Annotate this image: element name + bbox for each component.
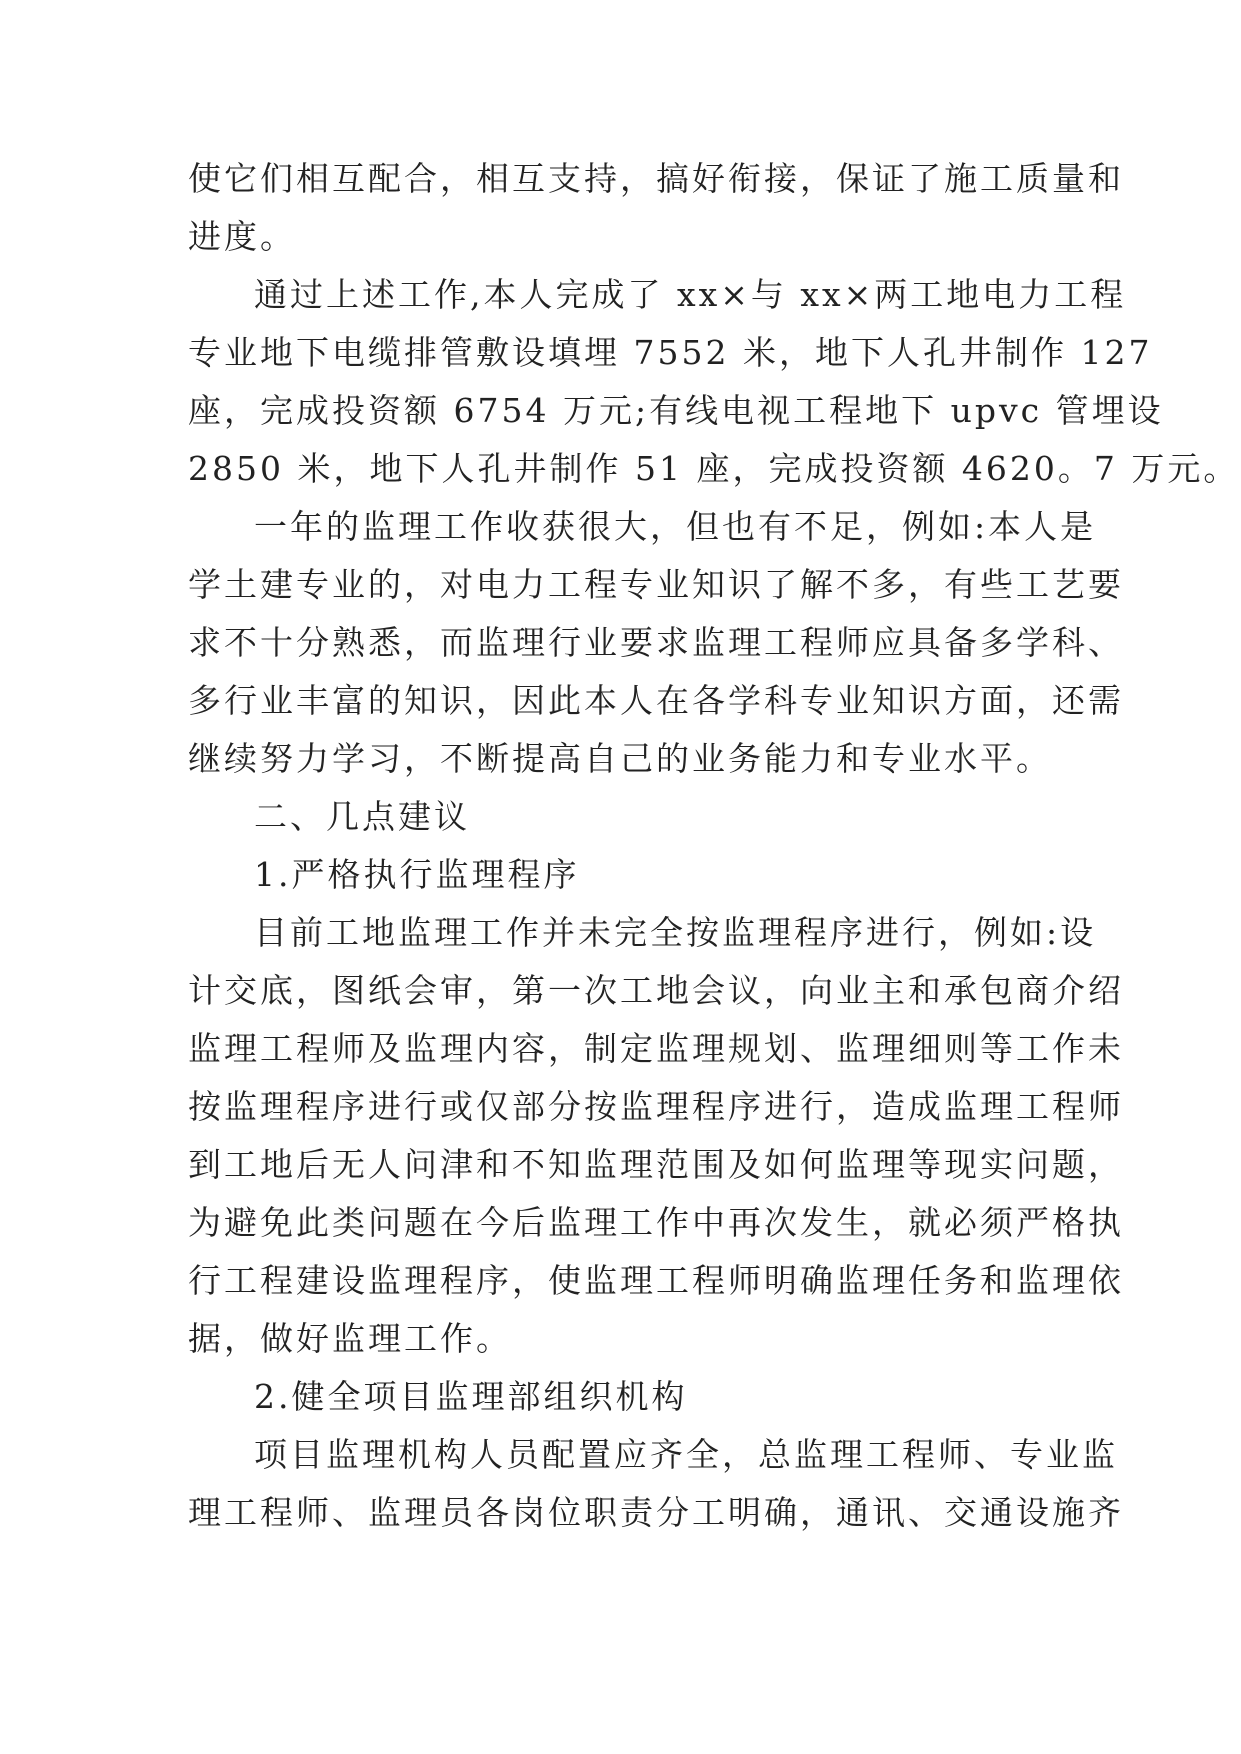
text-line: 到工地后无人问津和不知监理范围及如何监理等现实问题， (188, 1145, 1124, 1184)
text-line: 通过上述工作,本人完成了 xx×与 xx×两工地电力工程 (254, 275, 1127, 314)
text-line: 监理工程师及监理内容，制定监理规划、监理细则等工作未 (188, 1029, 1124, 1068)
document-body (188, 150, 1240, 1542)
text-line: 座，完成投资额 6754 万元;有线电视工程地下 upvc 管埋设 (188, 391, 1164, 430)
text-line: 为避免此类问题在今后监理工作中再次发生，就必须严格执 (188, 1203, 1124, 1242)
subsection-heading: 2.健全项目监理部组织机构 (254, 1377, 688, 1416)
text-line: 项目监理机构人员配置应齐全，总监理工程师、专业监 (254, 1435, 1118, 1474)
text-line: 一年的监理工作收获很大，但也有不足，例如:本人是 (254, 507, 1097, 546)
text-line: 进度。 (188, 217, 296, 256)
text-line: 目前工地监理工作并未完全按监理程序进行，例如:设 (254, 913, 1097, 952)
subsection-heading: 1.严格执行监理程序 (254, 855, 580, 894)
text-line: 据，做好监理工作。 (188, 1319, 512, 1358)
text-line: 2850 米，地下人孔井制作 51 座，完成投资额 4620。7 万元。 (188, 449, 1240, 488)
text-line: 按监理程序进行或仅部分按监理程序进行，造成监理工程师 (188, 1087, 1124, 1126)
text-line: 学土建专业的，对电力工程专业知识了解不多，有些工艺要 (188, 565, 1124, 604)
text-line: 多行业丰富的知识，因此本人在各学科专业知识方面，还需 (188, 681, 1124, 720)
text-line: 行工程建设监理程序，使监理工程师明确监理任务和监理依 (188, 1261, 1124, 1300)
text-line: 求不十分熟悉，而监理行业要求监理工程师应具备多学科、 (188, 623, 1124, 662)
section-heading: 二、几点建议 (254, 797, 470, 836)
text-line: 继续努力学习，不断提高自己的业务能力和专业水平。 (188, 739, 1052, 778)
text-line: 专业地下电缆排管敷设填埋 7552 米，地下人孔井制作 127 (188, 333, 1153, 372)
text-line: 理工程师、监理员各岗位职责分工明确，通讯、交通设施齐 (188, 1493, 1124, 1532)
text-line: 使它们相互配合，相互支持，搞好衔接，保证了施工质量和 (188, 159, 1124, 198)
text-line: 计交底，图纸会审，第一次工地会议，向业主和承包商介绍 (188, 971, 1124, 1010)
